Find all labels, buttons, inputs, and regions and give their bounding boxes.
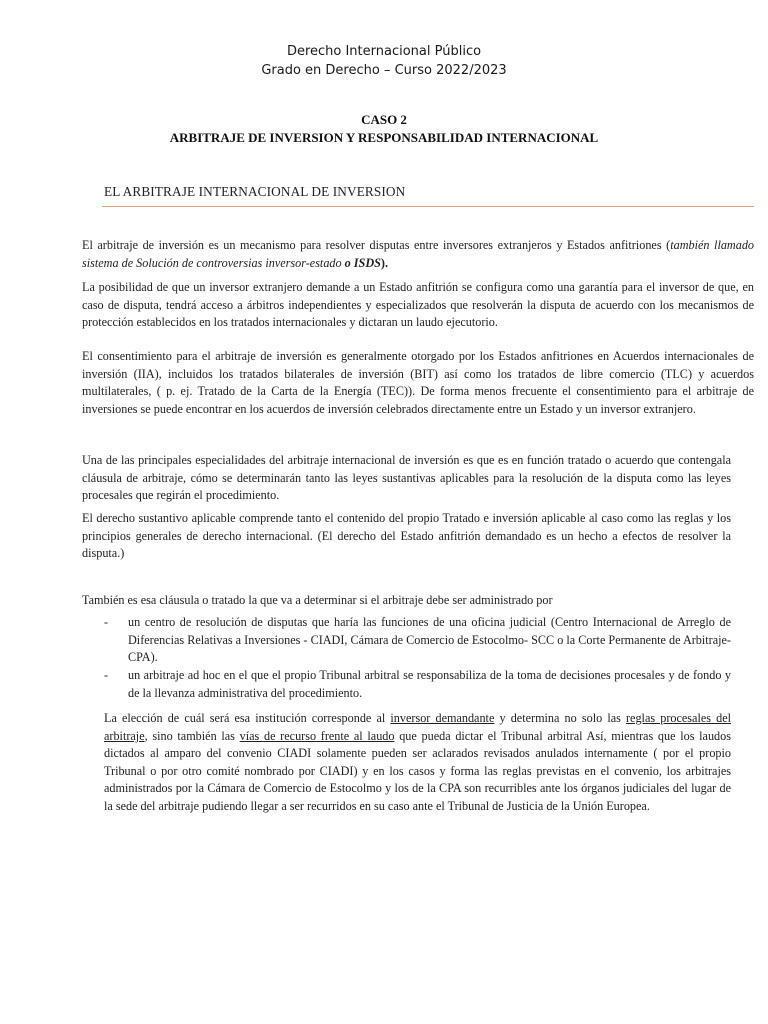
paragraph-6: También es esa cláusula o tratado la que va a determinar si el arbitraje debe ser administrado por <box>82 593 553 607</box>
course-subtitle: Grado en Derecho – Curso 2022/2023 <box>261 63 507 78</box>
section-divider <box>102 206 754 207</box>
list-item-text: un centro de resolución de disputas que haría las funciones de una oficina judicial (Centro Internacional de Arreglo de Diferencias Relativas a Inversiones - CIADI, Cámara de Comercio de Estocolmo- SCC o la Corte Permanente de Arbitraje- CPA). <box>128 615 731 665</box>
paragraph-1: El arbitraje de inversión es un mecanismo para resolver disputas entre inversores extranjeros y Estados anfitriones (también llamado sistema de Solución de controversias inversor-estado o ISDS). <box>82 238 755 270</box>
paragraph-3: El consentimiento para el arbitraje de inversión es generalmente otorgado por los Estados anfitriones en Acuerdos internacionales de inversión (IIA), incluidos los tratados bilaterales de inversión (BIT) así como los tratados de libre comercio (TLC) y acuerdos multilaterales, ( p. ej. Tratado de la Carta de la Energía (TEC)). De forma menos frecuente el consentimiento para el arbitraje de inversiones se puede encontrar en los acuerdos de inversión celebrados directamente entre un Estado y un inversor extranjero. <box>82 349 754 416</box>
section-heading: EL ARBITRAJE INTERNACIONAL DE INVERSION <box>104 184 406 199</box>
paragraph-5: El derecho sustantivo aplicable comprende tanto el contenido del propio Tratado e inversión aplicable al caso como las reglas y los principios generales de derecho internacional. (El derecho del Estado anfitrión demandado es un hecho a efectos de resolver la disputa.) <box>82 511 731 561</box>
paragraph-2: La posibilidad de que un inversor extranjero demande a un Estado anfitrión se configura como una garantía para el inversor de que, en caso de disputa, tendrá acceso a árbitros independientes y especializados que resolverán la disputa de acuerdo con los mecanismos de protección establecidos en los tratados internacionales y dictaran un laudo ejecutorio. <box>82 280 754 330</box>
course-title: Derecho Internacional Público <box>286 44 482 59</box>
case-title: ARBITRAJE DE INVERSION Y RESPONSABILIDAD INTERNACIONAL <box>169 130 599 145</box>
paragraph-4: Una de las principales especialidades del arbitraje internacional de inversión es que es en función tratado o acuerdo que contengala cláusula de arbitraje, cómo se determinarán tanto las leyes sustantivas aplicables para la resolución de la disputa como las leyes procesales que regirán el procedimiento. <box>82 453 731 503</box>
case-number: CASO 2 <box>361 112 407 127</box>
list-item-text: un arbitraje ad hoc en el que el propio Tribunal arbitral se responsabiliza de la toma de decisiones procesales y de fondo y de la llevanza administrativa del procedimiento. <box>128 668 731 700</box>
paragraph-7: La elección de cuál será esa institución corresponde al inversor demandante y determina no solo las reglas procesales del arbitraje, sino también las vías de recurso frente al laudo que pueda dictar el Tribunal arbitral Así, mientras que los laudos dictados al amparo del convenio CIADI solamente pueden ser aclarados revisados anulados internamente ( por el propio Tribunal o por otro comité nombrado por CIADI) y en los casos y forma las reglas previstas en el convenio, los arbitrajes administrados por la Cámara de Comercio de Estocolmo y los de la CPA son recurribles ante los órganos judiciales del lugar de la sede del arbitraje pudiendo llegar a ser recurridos en su caso ante el Tribunal de Justicia de la Unión Europea. <box>104 711 732 813</box>
list-dash: - <box>104 615 109 629</box>
list-dash: - <box>104 668 109 682</box>
